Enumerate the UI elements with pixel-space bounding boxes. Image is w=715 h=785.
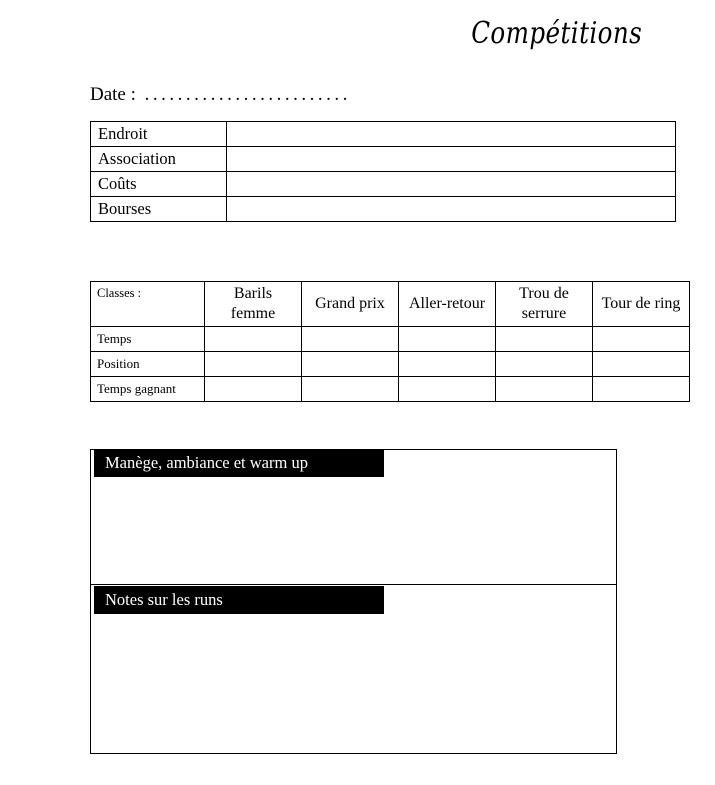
info-row [91, 172, 676, 197]
notes-box [90, 449, 617, 754]
info-row-label: Association [91, 147, 227, 172]
info-row-label: Endroit [91, 122, 227, 147]
column-header: Barils femme [205, 282, 302, 327]
data-cell [205, 352, 302, 377]
warmup-section-header: Manège, ambiance et warm up [94, 449, 384, 477]
runs-notes-section-header: Notes sur les runs [94, 586, 384, 614]
data-cell [302, 327, 399, 352]
info-row-label: Bourses [91, 197, 227, 222]
warmup-section [91, 450, 616, 585]
data-cell [399, 377, 496, 402]
date-label: Date : [90, 84, 136, 105]
classes-corner-label: Classes : [91, 282, 205, 327]
classes-data-row [91, 352, 690, 377]
data-cell [593, 327, 690, 352]
info-value-cell [227, 197, 676, 222]
column-header: Trou de serrure [496, 282, 593, 327]
data-cell [496, 352, 593, 377]
info-value-cell [227, 147, 676, 172]
info-row [91, 122, 676, 147]
data-cell [593, 377, 690, 402]
data-cell [399, 327, 496, 352]
row-label: Temps [91, 327, 205, 352]
classes-data-row [91, 377, 690, 402]
data-cell [302, 352, 399, 377]
row-label: Temps gagnant [91, 377, 205, 402]
date-line [90, 84, 351, 106]
runs-notes-section [91, 585, 616, 753]
data-cell [593, 352, 690, 377]
classes-table [90, 281, 690, 402]
column-header: Grand prix [302, 282, 399, 327]
classes-data-row [91, 327, 690, 352]
date-dotted-blank: ......................... [144, 84, 351, 105]
column-header: Tour de ring [593, 282, 690, 327]
page-title: Compétitions [471, 16, 643, 51]
info-row-label: Coûts [91, 172, 227, 197]
info-value-cell [227, 122, 676, 147]
info-row [91, 147, 676, 172]
classes-header-row [91, 282, 690, 327]
info-table [90, 121, 676, 222]
data-cell [205, 377, 302, 402]
data-cell [399, 352, 496, 377]
row-label: Position [91, 352, 205, 377]
data-cell [302, 377, 399, 402]
data-cell [496, 377, 593, 402]
info-row [91, 197, 676, 222]
info-value-cell [227, 172, 676, 197]
column-header: Aller-retour [399, 282, 496, 327]
data-cell [205, 327, 302, 352]
data-cell [496, 327, 593, 352]
